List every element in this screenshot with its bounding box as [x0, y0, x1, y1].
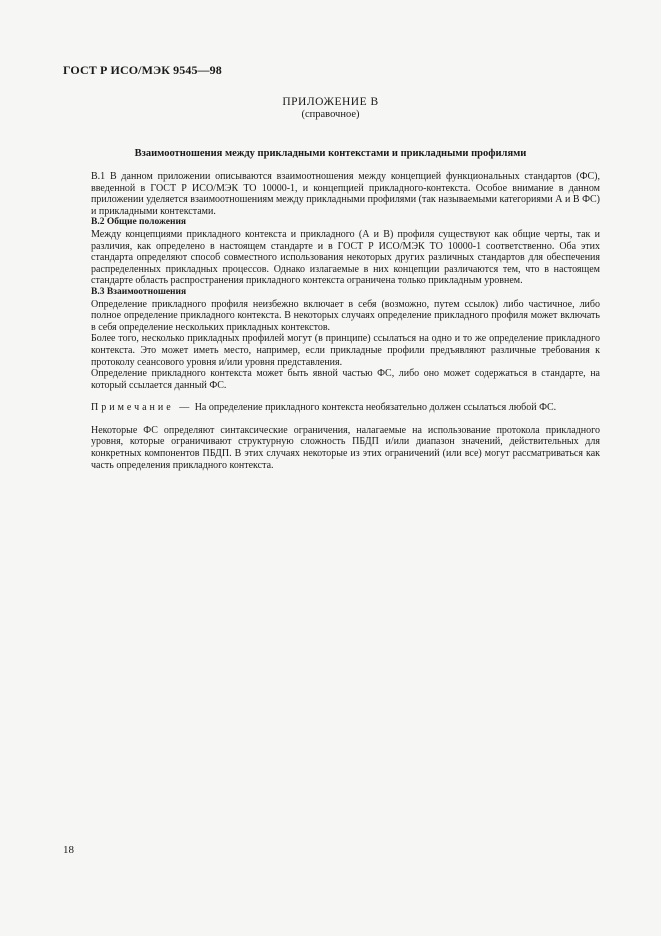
- appendix-heading: Взаимоотношения между прикладными контекстами и прикладными профилями: [134, 148, 527, 159]
- paragraph-b3-3: Определение прикладного контекста может быть явной частью ФС, либо оно может содержаться в стандарте, на который ссылается данный ФС.: [91, 368, 600, 391]
- paragraph-b3-2: Более того, несколько прикладных профилей могут (в принципе) ссылаться на одно и то же определение прикладного контекста. Это может иметь место, например, если прикладные профили предъявляют различные требования к протоколу сеансового уровня и/или уровня представления.: [91, 333, 600, 368]
- paragraph-final: Некоторые ФС определяют синтаксические ограничения, налагаемые на использование протокола прикладного уровня, которые ограничивают структурную сложность ПБДП и/или диапазон значений, действительных для конкретных компонентов ПБДП. В этих случаях некоторые из этих ограничений (или все) могут рассматриваться как часть определения прикладного контекста.: [91, 424, 600, 471]
- note-text: На определение прикладного контекста необязательно должен ссылаться любой ФС.: [192, 402, 557, 414]
- subsection-title-b2: В.2 Общие положения: [91, 217, 187, 228]
- standard-header: ГОСТ Р ИСО/МЭК 9545—98: [63, 63, 222, 77]
- subsection-title-b3: В.3 Взаимоотношения: [91, 286, 187, 297]
- paragraph-b1: В.1 В данном приложении описываются взаимоотношения между концепцией функциональных стандартов (ФС), введенной в ГОСТ Р ИСО/МЭК ТО 10000-1, и концепцией прикладного-контекста. Особое внимание в данном приложении уделяется взаимоотношениям между прикладными профилями (так называемыми категориями А и В ФС) и прикладными контекстами.: [91, 171, 600, 217]
- paragraph-b2: Между концепциями прикладного контекста и прикладного (А и В) профиля существуют как общие черты, так и различия, как определено в настоящем стандарте и в ГОСТ Р ИСО/МЭК ТО 10000-1 соответственно. Оба этих стандарта определяют способ совместного использования некоторых других различных стандартов для обеспечения распределенных прикладных процессов. Однако излагаемые в них концепции различаются тем, что в настоящем стандарте область распространения прикладного контекста ограничена только прикладным уровнем.: [91, 228, 600, 287]
- note-label: Примечание —: [91, 402, 193, 414]
- note-paragraph: [91, 402, 600, 414]
- page-number: 18: [63, 844, 74, 856]
- appendix-subtitle: (справочное): [301, 109, 360, 120]
- appendix-title: ПРИЛОЖЕНИЕ В: [282, 96, 379, 108]
- document-body: [91, 171, 600, 471]
- paragraph-b3-1: Определение прикладного профиля неизбежно включает в себя (возможно, путем ссылок) либо частичное, либо полное определение прикладного контекста. В некоторых случаях определение прикладного профиля может включать в себя определение нескольких прикладных контекстов.: [91, 298, 600, 333]
